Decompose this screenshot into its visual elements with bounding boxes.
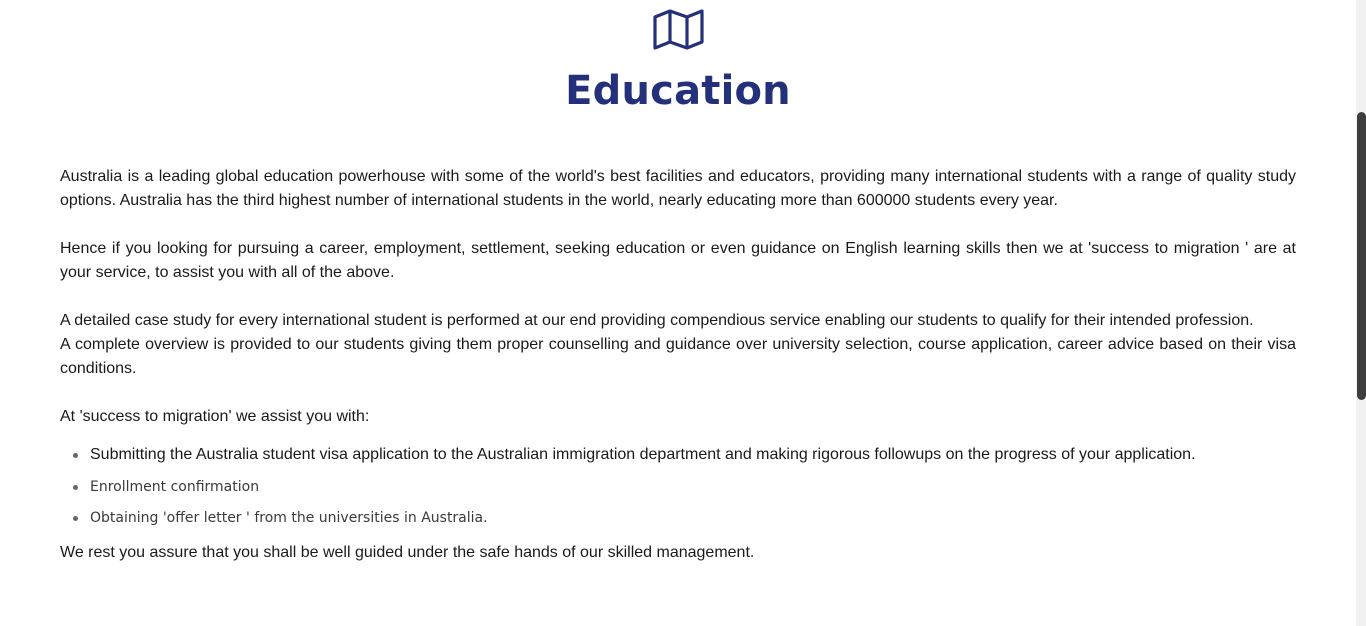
bullet-icon	[73, 453, 78, 458]
page-title: Education	[565, 68, 791, 114]
main-content	[60, 165, 1296, 565]
bullet-icon	[73, 485, 78, 490]
list-item	[60, 443, 1296, 467]
bullet-icon	[73, 516, 78, 521]
scrollbar-thumb[interactable]	[1357, 112, 1366, 400]
services-paragraph: Hence if you looking for pursuing a career, employment, settlement, seeking education or even guidance on English learning skills then we at 'success to migration ' are at your service, to assist you with all of the above.	[60, 240, 1296, 281]
case-study-paragraph: A detailed case study for every international student is performed at our end providing compendious service enabling our students to qualify for their intended profession.	[60, 312, 1254, 329]
assist-intro-paragraph: At 'success to migration' we assist you with:	[60, 408, 370, 425]
map-icon	[653, 9, 704, 50]
closing-paragraph: We rest you assure that you shall be well guided under the safe hands of our skilled management.	[60, 544, 755, 561]
list-item	[60, 477, 1296, 497]
list-item-text: Submitting the Australia student visa application to the Australian immigration department and making rigorous followups on the progress of your application.	[90, 446, 1196, 463]
list-item	[60, 508, 1296, 528]
list-item-text: Enrollment confirmation	[90, 479, 260, 495]
list-item-text: Obtaining 'offer letter ' from the universities in Australia.	[90, 510, 488, 526]
intro-paragraph: Australia is a leading global education powerhouse with some of the world's best facilities and educators, providing many international students with a range of quality study options. Australia has the third highest number of international students in the world, nearly educating more than 600000 students every year.	[60, 168, 1296, 209]
assistance-list	[60, 443, 1296, 528]
overview-paragraph: A complete overview is provided to our students giving them proper counselling and guidance over university selection, course application, career advice based on their visa conditions.	[60, 336, 1296, 377]
